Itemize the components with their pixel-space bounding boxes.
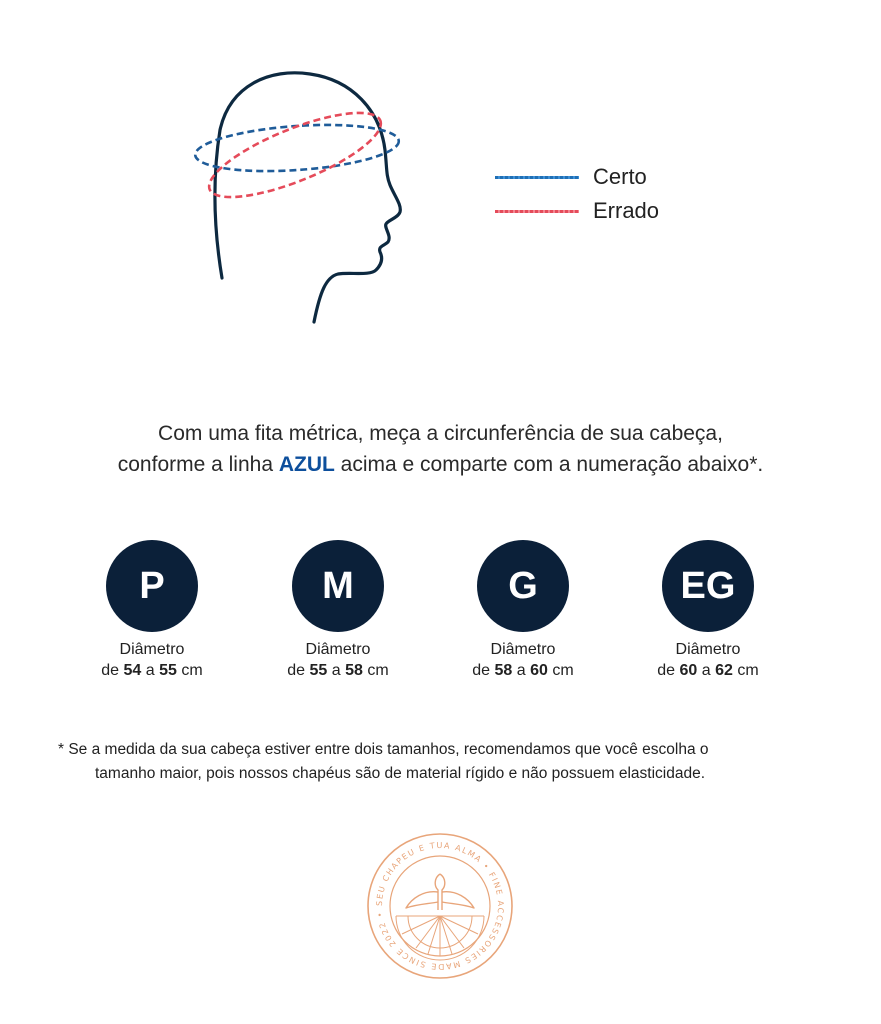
range-unit: cm: [362, 662, 389, 679]
size-range: [618, 660, 798, 681]
size-footnote: [58, 738, 838, 786]
legend-correct: [495, 160, 659, 194]
seal-text: SEU CHAPEU E TUA ALMA • FINE ACCESSORIES MADE SINCE 2022 •: [374, 840, 506, 972]
range-from: 55: [309, 662, 328, 679]
size-label: Diâmetro: [675, 641, 741, 658]
range-to: 55: [159, 662, 177, 679]
seal-emblem-icon: [366, 832, 514, 980]
range-unit: cm: [547, 662, 574, 679]
size-badge: P: [106, 540, 198, 632]
legend: [495, 160, 659, 228]
instructions-line-2: [0, 449, 881, 480]
range-unit: cm: [732, 662, 759, 679]
legend-correct-label: Certo: [593, 164, 647, 189]
range-unit: cm: [176, 662, 203, 679]
size-range: [248, 660, 428, 681]
size-range: [62, 660, 242, 681]
size-label: Diâmetro: [305, 641, 371, 658]
size-range: [433, 660, 613, 681]
size-m: [248, 540, 428, 681]
range-to: 60: [530, 662, 548, 679]
range-to: 62: [715, 662, 733, 679]
range-prefix: de: [657, 662, 680, 679]
range-from: 54: [123, 662, 142, 679]
size-label: Diâmetro: [490, 641, 556, 658]
red-line-swatch: [495, 210, 579, 213]
range-sep: a: [141, 662, 160, 679]
azul-highlight: AZUL: [278, 453, 335, 476]
range-sep: a: [697, 662, 716, 679]
instructions-text-end: acima e comparte com a numeração abaixo*.: [334, 453, 764, 476]
range-sep: a: [512, 662, 531, 679]
blue-line-swatch: [495, 176, 579, 179]
range-prefix: de: [472, 662, 495, 679]
size-badge: G: [477, 540, 569, 632]
legend-wrong: [495, 194, 659, 228]
range-sep: a: [327, 662, 346, 679]
size-eg: [618, 540, 798, 681]
size-label: Diâmetro: [119, 641, 185, 658]
range-to: 58: [345, 662, 363, 679]
size-badge: EG: [662, 540, 754, 632]
head-silhouette-icon: [180, 60, 420, 330]
size-p: [62, 540, 242, 681]
measure-instructions: [0, 418, 881, 480]
footnote-line-2: tamanho maior, pois nossos chapéus são de material rígido e não possuem elasticidade.: [95, 765, 706, 782]
instructions-line-1: Com uma fita métrica, meça a circunferência de sua cabeça,: [158, 422, 723, 445]
instructions-text: conforme a linha: [117, 453, 279, 476]
brand-seal-logo: [366, 832, 514, 980]
range-from: 60: [679, 662, 698, 679]
footnote-line-1: * Se a medida da sua cabeça estiver entre dois tamanhos, recomendamos que você escolha o: [58, 741, 709, 758]
head-measure-illustration: [180, 60, 420, 330]
range-prefix: de: [287, 662, 310, 679]
legend-wrong-label: Errado: [593, 198, 660, 223]
range-from: 58: [494, 662, 513, 679]
size-badge: M: [292, 540, 384, 632]
size-g: [433, 540, 613, 681]
range-prefix: de: [101, 662, 124, 679]
